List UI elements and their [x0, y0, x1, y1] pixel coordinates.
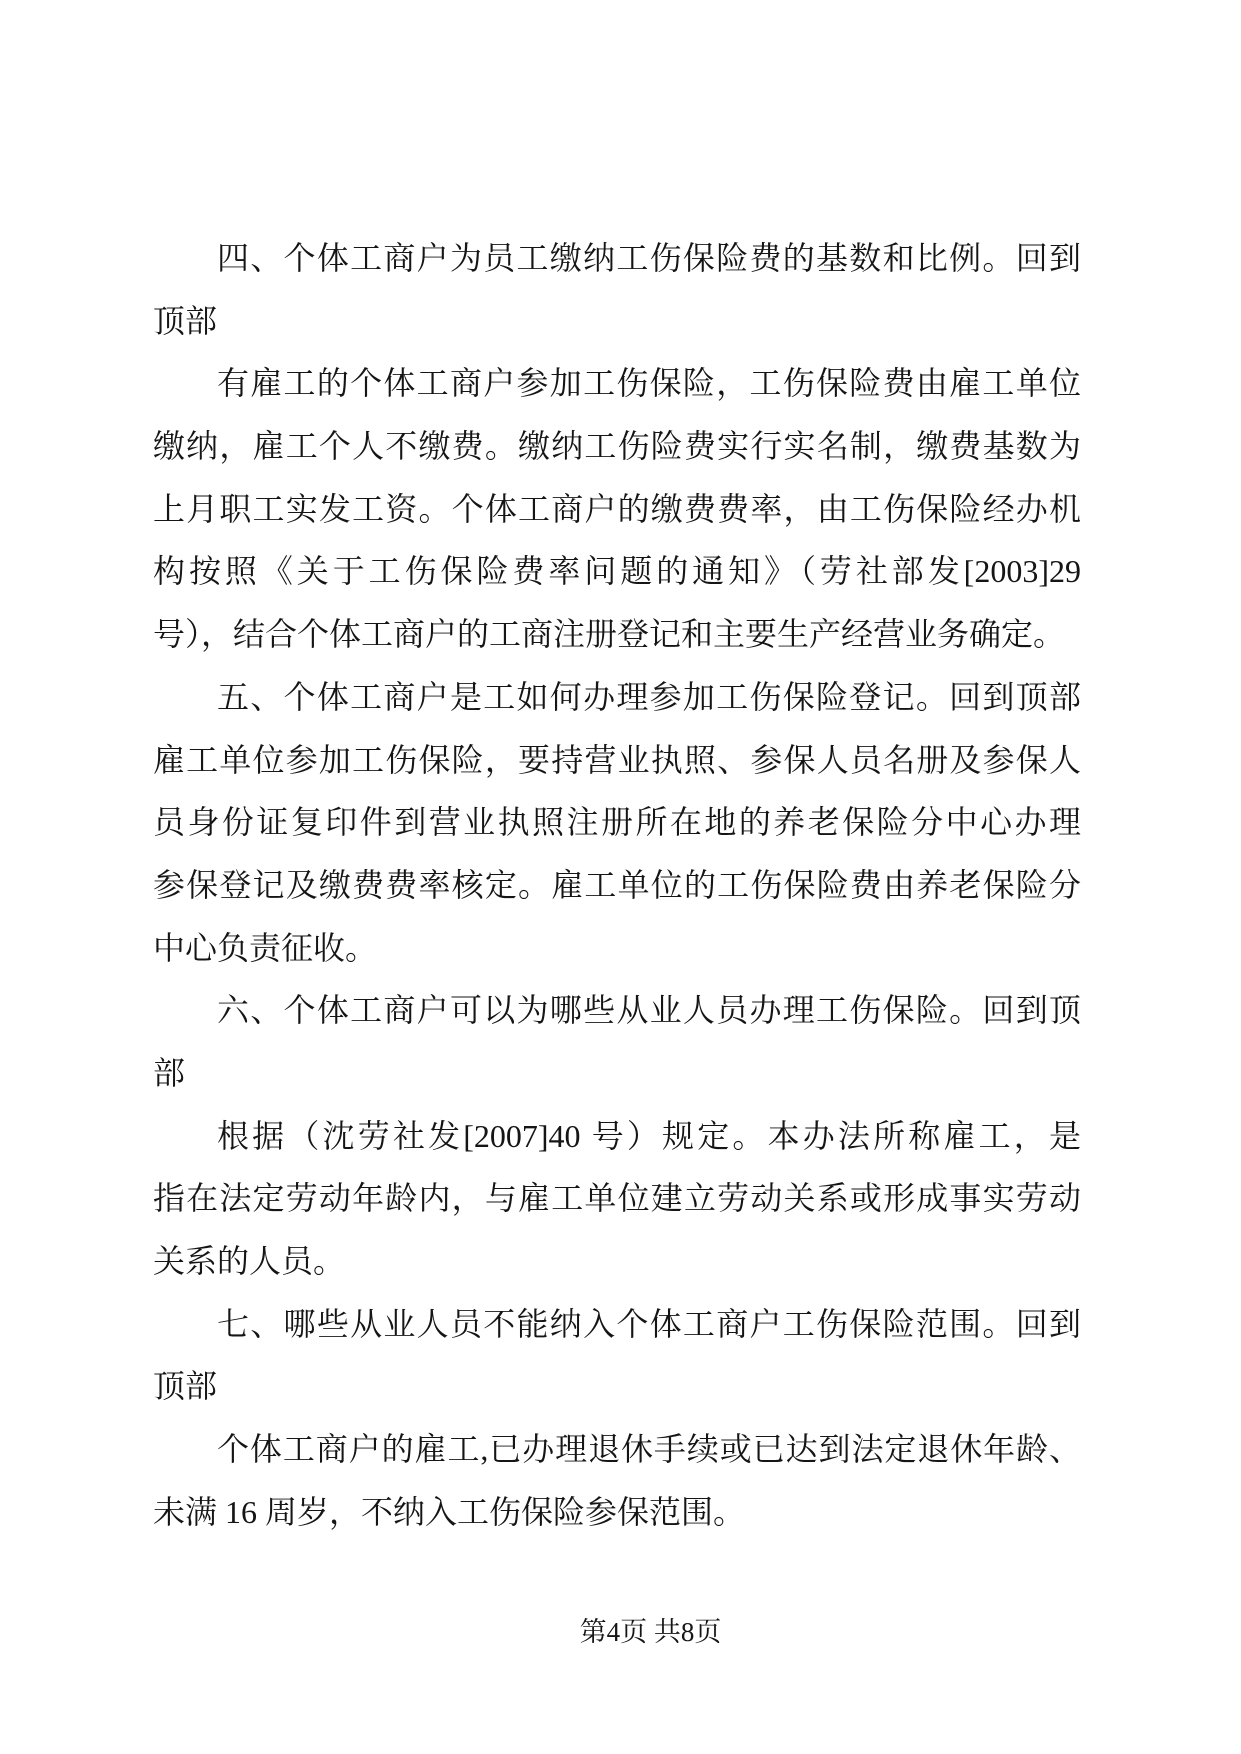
text-line: 构按照《关于工伤保险费率问题的通知》（劳社部发[2003]29	[153, 553, 1081, 590]
text-line: 五、个体工商户是工如何办理参加工伤保险登记。回到顶部	[217, 678, 1081, 715]
paragraph-section-4-body	[153, 352, 1081, 665]
text-line: 四、个体工商户为员工缴纳工伤保险费的基数和比例。回到	[217, 240, 1081, 276]
text-line: 员身份证复印件到营业执照注册所在地的养老保险分中心办理	[153, 804, 1081, 841]
text-line: 根据（沈劳社发[2007]40 号）规定。本办法所称雇工，是	[217, 1117, 1081, 1154]
paragraph-section-4-heading	[153, 227, 1081, 352]
document-body	[153, 227, 1081, 1543]
text-line: 七、哪些从业人员不能纳入个体工商户工伤保险范围。回到	[217, 1305, 1081, 1342]
paragraph-section-6-body	[153, 1105, 1081, 1293]
text-line: 号），结合个体工商户的工商注册登记和主要生产经营业务确定。	[153, 616, 1066, 653]
paragraph-section-6-heading	[153, 979, 1081, 1104]
paragraph-section-5	[153, 666, 1081, 979]
text-line: 顶部	[153, 302, 218, 339]
text-line: 指在法定劳动年龄内，与雇工单位建立劳动关系或形成事实劳动	[153, 1180, 1081, 1217]
text-line: 顶部	[153, 1368, 218, 1405]
text-line: 参保登记及缴费费率核定。雇工单位的工伤保险费由养老保险分	[153, 866, 1081, 903]
text-line: 部	[153, 1054, 186, 1091]
text-line: 缴纳，雇工个人不缴费。缴纳工伤险费实行实名制，缴费基数为	[153, 428, 1081, 465]
text-line: 个体工商户的雇工,已办理退休手续或已达到法定退休年龄、	[217, 1431, 1081, 1468]
page-number-label: 第4页 共8页	[579, 1617, 722, 1647]
paragraph-section-7-heading	[153, 1293, 1081, 1418]
text-line: 未满 16 周岁，不纳入工伤保险参保范围。	[153, 1493, 746, 1530]
text-line: 有雇工的个体工商户参加工伤保险，工伤保险费由雇工单位	[217, 365, 1081, 402]
text-line: 六、个体工商户可以为哪些从业人员办理工伤保险。回到顶	[217, 992, 1081, 1029]
text-line: 中心负责征收。	[153, 929, 378, 966]
paragraph-section-7-body	[153, 1418, 1081, 1543]
text-line: 上月职工实发工资。个体工商户的缴费费率，由工伤保险经办机	[153, 490, 1081, 527]
text-line: 关系的人员。	[153, 1243, 346, 1279]
page-footer	[0, 1616, 1241, 1648]
text-line: 雇工单位参加工伤保险，要持营业执照、参保人员名册及参保人	[153, 741, 1081, 778]
